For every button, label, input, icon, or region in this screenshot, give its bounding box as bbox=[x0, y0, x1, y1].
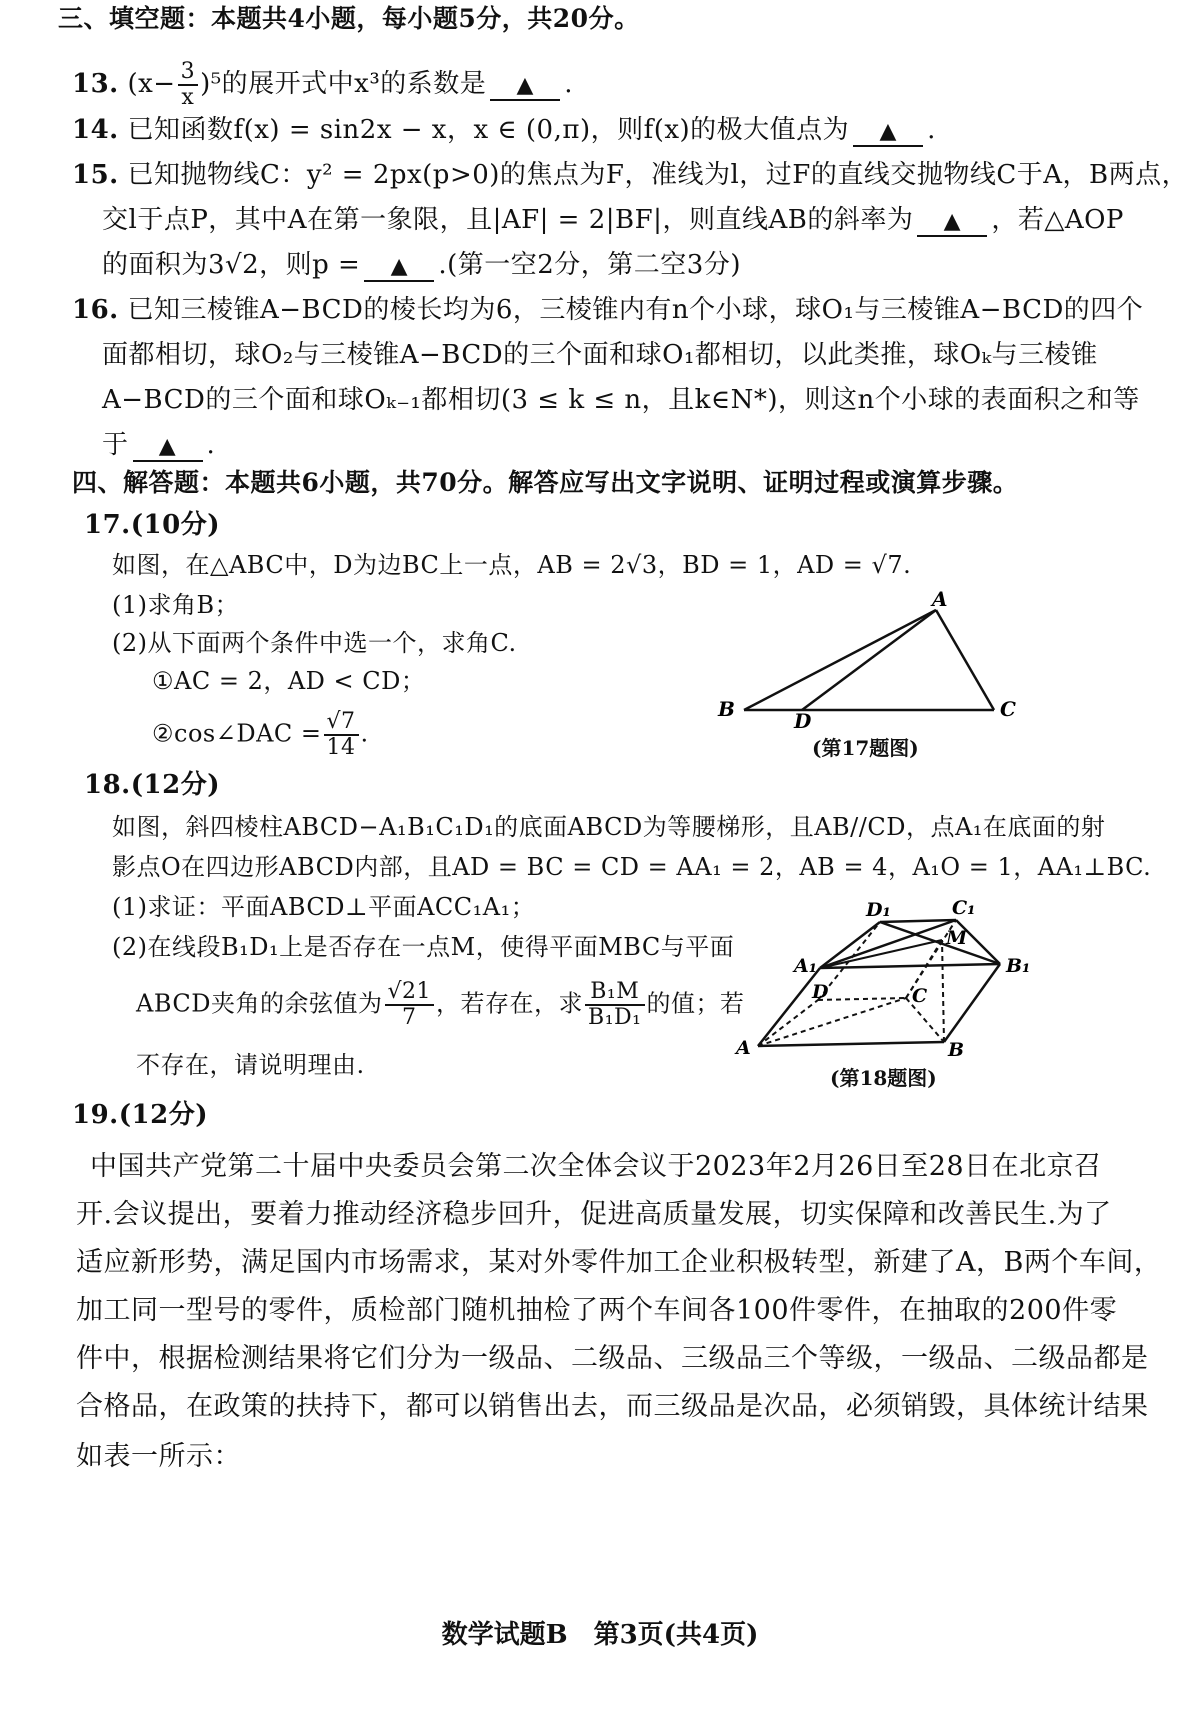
q13-post: )⁵的展开式中x³的系数是 bbox=[200, 69, 487, 99]
edge-aa1 bbox=[758, 968, 820, 1046]
question-19-text-6: 合格品，在政策的扶持下，都可以销售出去，而三级品是次品，必须销毁，具体统计结果 bbox=[76, 1391, 1149, 1422]
q16-text-4b: . bbox=[206, 430, 216, 460]
answer-blank bbox=[853, 117, 923, 147]
fraction-numerator: √7 bbox=[324, 710, 359, 736]
label-a: A bbox=[932, 590, 948, 611]
q14-text: 已知函数f(x) = sin2x − x，x ∈ (0,π)，则f(x)的极大值点为 bbox=[127, 115, 850, 145]
q15-text-2a: 交l于点P，其中A在第一象限，且|AF| = 2|BF|，则直线AB的斜率为 bbox=[102, 205, 914, 235]
question-18-number: 18.(12分) bbox=[84, 770, 221, 800]
q13-end: . bbox=[564, 69, 574, 99]
fraction-numerator: 3 bbox=[178, 60, 199, 86]
question-16-line-2: 面都相切，球O₂与三棱锥A−BCD的三个面和球O₁都相切，以此类推，球Oₖ与三棱锥 bbox=[102, 340, 1098, 370]
label-b1: B₁ bbox=[1006, 955, 1031, 977]
fraction bbox=[385, 980, 435, 1030]
question-18-part-2: (2)在线段B₁D₁上是否存在一点M，使得平面MBC与平面 bbox=[112, 933, 735, 961]
answer-blank bbox=[917, 207, 987, 237]
question-17-part-1: (1)求角B； bbox=[112, 591, 240, 619]
question-15-line-1 bbox=[72, 158, 1188, 192]
q15-text-2b: ，若△AOP bbox=[991, 205, 1124, 235]
edge-ab bbox=[758, 1042, 944, 1046]
question-number: 15. bbox=[72, 160, 119, 190]
question-18-text-2: 影点O在四边形ABCD内部，且AD = BC = CD = AA₁ = 2，AB = 4，A₁O = 1，AA₁⊥BC. bbox=[112, 853, 1152, 881]
label-a: A bbox=[736, 1037, 751, 1059]
question-number: 14. bbox=[72, 115, 119, 145]
label-c: C bbox=[1000, 697, 1016, 721]
label-b: B bbox=[718, 697, 735, 721]
question-number: 13. bbox=[72, 69, 119, 99]
question-14 bbox=[72, 113, 936, 147]
question-15-line-2 bbox=[102, 203, 1124, 237]
question-17-condition-1: ①AC = 2，AD < CD； bbox=[152, 667, 426, 695]
question-number: 16. bbox=[72, 295, 119, 325]
triangle-icon: ▲ bbox=[943, 209, 962, 234]
segment-bm bbox=[942, 940, 944, 1042]
segment-ba bbox=[744, 610, 936, 710]
condition-2-text: ②cos∠DAC = bbox=[152, 719, 322, 748]
triangle-icon: ▲ bbox=[158, 434, 177, 459]
edge-bb1 bbox=[944, 964, 1000, 1042]
q15-text-1: 已知抛物线C：y² = 2px(p>0)的焦点为F，准线为l，过F的直线交抛物线C于A，B两点， bbox=[127, 160, 1189, 190]
question-19-text-1: 中国共产党第二十届中央委员会第二次全体会议于2023年2月26日至28日在北京召 bbox=[90, 1151, 1102, 1182]
figure-18-prism bbox=[730, 896, 1050, 1066]
label-m: M bbox=[946, 927, 968, 949]
question-17-text: 如图，在△ABC中，D为边BC上一点，AB = 2√3，BD = 1，AD = √7. bbox=[112, 551, 912, 579]
edge-d1c1 bbox=[880, 920, 956, 922]
fraction-numerator: B₁M bbox=[585, 980, 644, 1006]
figure-17-triangle bbox=[710, 590, 1030, 730]
figure-18-caption: (第18题图) bbox=[830, 1066, 937, 1090]
question-19-number: 19.(12分) bbox=[72, 1100, 209, 1130]
q16-text-1: 已知三棱锥A−BCD的棱长均为6，三棱锥内有n个小球，球O₁与三棱锥A−BCD的四个 bbox=[127, 295, 1144, 325]
fraction bbox=[324, 710, 359, 760]
q16-text-4a: 于 bbox=[102, 430, 129, 460]
q14-end: . bbox=[927, 115, 936, 145]
q15-text-3a: 的面积为3√2，则p = bbox=[102, 250, 361, 280]
diag-ac bbox=[758, 998, 906, 1046]
label-c1: C₁ bbox=[952, 897, 976, 919]
answer-blank bbox=[490, 71, 560, 101]
question-19-text-5: 件中，根据检测结果将它们分为一级品、二级品、三级品三个等级，一级品、二级品都是 bbox=[76, 1343, 1149, 1374]
question-17-part-2: (2)从下面两个条件中选一个，求角C. bbox=[112, 629, 517, 657]
label-d: D bbox=[812, 981, 829, 1003]
label-d: D bbox=[794, 709, 812, 730]
question-15-line-3 bbox=[102, 248, 741, 282]
segment-da bbox=[802, 610, 936, 710]
part-2-end: 的值；若 bbox=[646, 989, 745, 1018]
question-17-number: 17.(10分) bbox=[84, 510, 221, 540]
q13-pre: (x− bbox=[127, 69, 176, 99]
question-18-part-2-end: 不存在，请说明理由. bbox=[136, 1051, 365, 1079]
part-2-mid: ，若存在，求 bbox=[436, 989, 584, 1018]
fraction bbox=[585, 980, 644, 1030]
question-16-line-3: A−BCD的三个面和球Oₖ₋₁都相切(3 ≤ k ≤ n，且k∈N*)，则这n个小球的表面积之和等 bbox=[102, 385, 1140, 415]
question-16-line-1 bbox=[72, 293, 1143, 327]
question-17-condition-2 bbox=[152, 710, 369, 760]
triangle-icon: ▲ bbox=[390, 254, 409, 279]
question-19-text-7: 如表一所示： bbox=[76, 1441, 241, 1472]
question-18-part-2-cont bbox=[136, 980, 745, 1030]
edge-dc bbox=[818, 998, 906, 1000]
question-19-text-2: 开.会议提出，要着力推动经济稳步回升，促进高质量发展，切实保障和改善民生.为了 bbox=[76, 1199, 1112, 1230]
segment-ac bbox=[936, 610, 994, 710]
q13-fraction bbox=[178, 60, 199, 110]
label-b: B bbox=[948, 1039, 965, 1061]
page-footer: 数学试题B 第3页(共4页) bbox=[441, 1620, 759, 1650]
answer-blank bbox=[133, 432, 203, 462]
figure-17-caption: (第17题图) bbox=[812, 736, 919, 760]
triangle-icon: ▲ bbox=[879, 119, 897, 144]
fraction-denominator: 7 bbox=[402, 1005, 417, 1030]
label-d1: D₁ bbox=[866, 899, 891, 921]
label-a1: A₁ bbox=[794, 955, 818, 977]
fraction-denominator: B₁D₁ bbox=[588, 1005, 642, 1030]
q15-text-3b: .(第一空2分，第二空3分) bbox=[438, 250, 741, 280]
question-18-part-1: (1)求证：平面ABCD⊥平面ACC₁A₁； bbox=[112, 893, 536, 921]
question-19-text-4: 加工同一型号的零件，质检部门随机抽检了两个车间各100件零件，在抽取的200件零 bbox=[76, 1295, 1118, 1326]
answer-blank bbox=[364, 252, 434, 282]
label-c: C bbox=[912, 985, 928, 1007]
fraction-denominator: x bbox=[181, 85, 195, 110]
fraction-numerator: √21 bbox=[385, 980, 435, 1006]
section-4-header: 四、解答题：本题共6小题，共70分。解答应写出文字说明、证明过程或演算步骤。 bbox=[72, 468, 1019, 497]
diag-a1c1 bbox=[820, 920, 956, 968]
question-13 bbox=[72, 60, 573, 110]
question-19-text-3: 适应新形势，满足国内市场需求，某对外零件加工企业积极转型，新建了A，B两个车间， bbox=[76, 1247, 1162, 1278]
question-16-line-4 bbox=[102, 428, 215, 462]
section-3-header: 三、填空题：本题共4小题，每小题5分，共20分。 bbox=[58, 4, 640, 33]
triangle-icon: ▲ bbox=[516, 73, 534, 98]
question-18-text-1: 如图，斜四棱柱ABCD−A₁B₁C₁D₁的底面ABCD为等腰梯形，且AB//CD，点A₁在底面的射 bbox=[112, 813, 1106, 841]
condition-2-end: . bbox=[360, 719, 369, 748]
fraction-denominator: 14 bbox=[326, 735, 356, 760]
part-2-text: ABCD夹角的余弦值为 bbox=[136, 989, 383, 1018]
